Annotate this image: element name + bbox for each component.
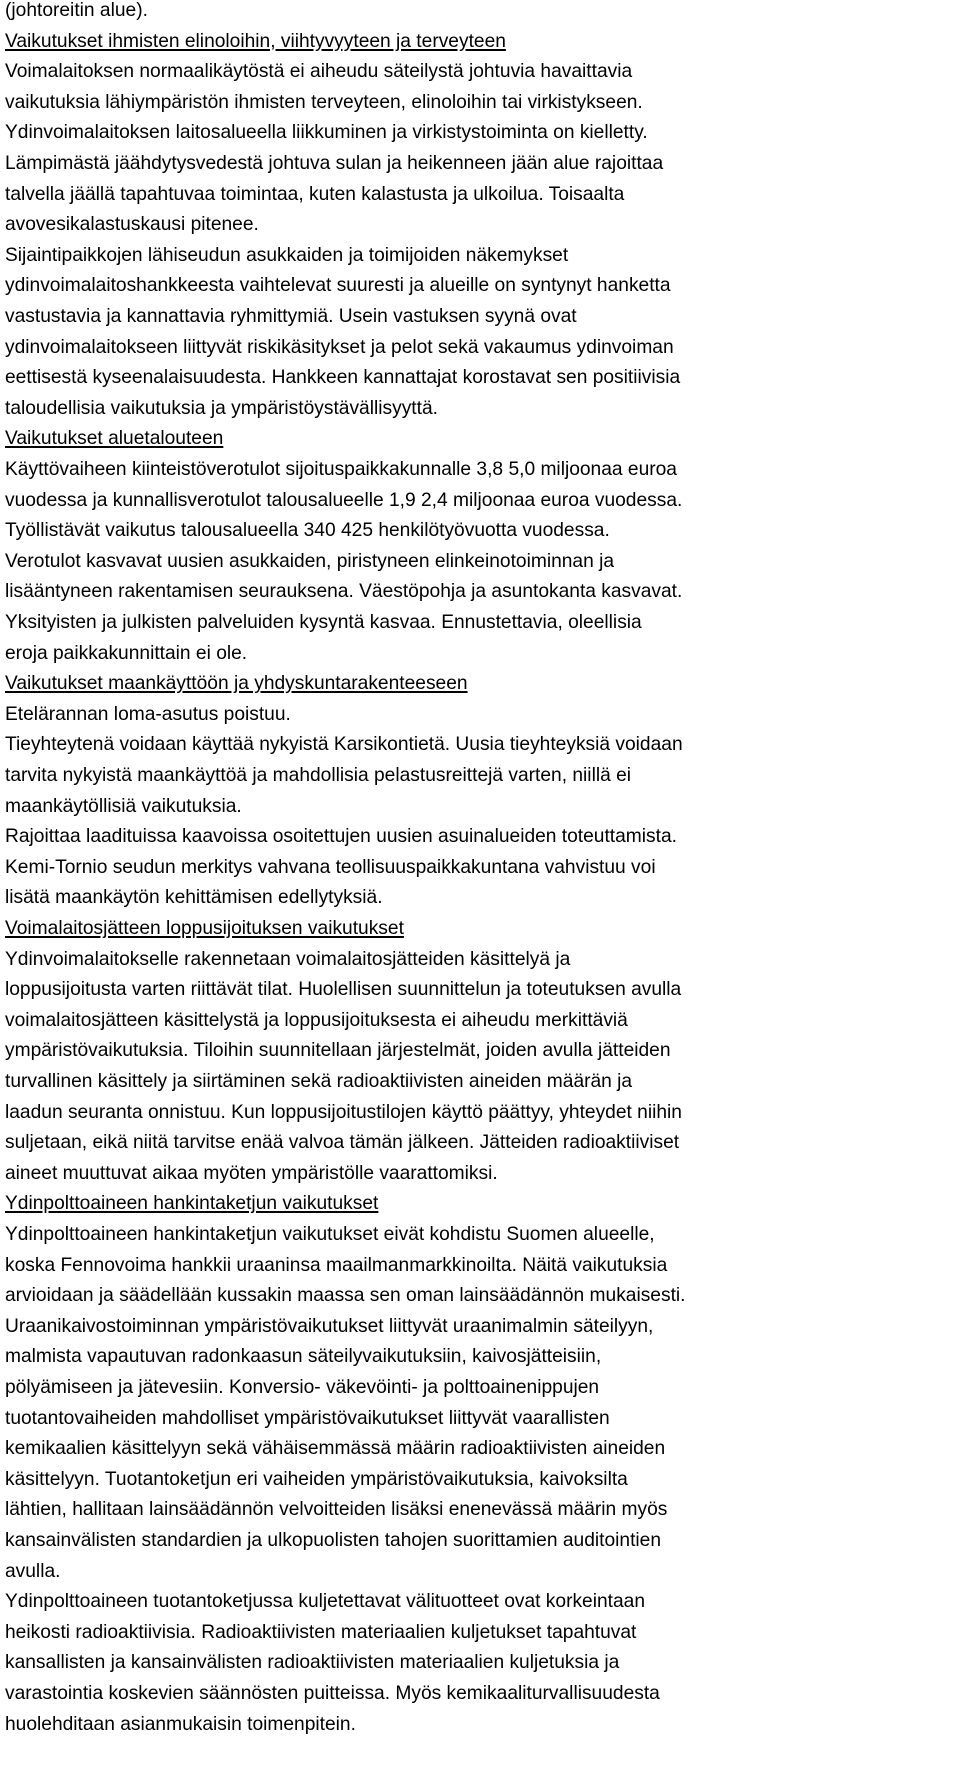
paragraph-line: lisätä maankäytön kehittämisen edellytyksiä.: [5, 887, 383, 909]
paragraph-line: eettisestä kyseenalaisuudesta. Hankkeen kannattajat korostavat sen positiivisia: [5, 367, 681, 389]
paragraph-line: talvella jäällä tapahtuvaa toimintaa, kuten kalastusta ja ulkoilua. Toisaalta: [5, 183, 625, 205]
paragraph-line: varastointia koskevien säännösten puitteissa. Myös kemikaaliturvallisuudesta: [5, 1683, 660, 1704]
paragraph-line: Käyttövaiheen kiinteistöverotulot sijoituspaikkakunnalle 3,8 5,0 miljoonaa euroa: [5, 459, 677, 480]
paragraph-line: Työllistävät vaikutus talousalueella 340 425 henkilötyövuotta vuodessa.: [5, 520, 610, 542]
paragraph-line: suljetaan, eikä niitä tarvitse enää valvoa tämän jälkeen. Jätteiden radioaktiiviset: [5, 1132, 680, 1154]
paragraph-line: Verotulot kasvavat uusien asukkaiden, piristyneen elinkeinotoiminnan ja: [5, 550, 615, 572]
paragraph-line: Voimalaitoksen normaalikäytöstä ei aiheudu säteilystä johtuvia havaittavia: [5, 61, 633, 83]
paragraph-line: lisääntyneen rakentamisen seurauksena. Väestöpohja ja asuntokanta kasvavat.: [5, 581, 683, 603]
paragraph-line: tuotantovaiheiden mahdolliset ympäristövaikutukset liittyvät vaarallisten: [5, 1407, 610, 1429]
paragraph-line: Yksityisten ja julkisten palveluiden kysyntä kasvaa. Ennustettavia, oleellisia: [5, 612, 642, 633]
paragraph-line: maankäytöllisiä vaikutuksia.: [5, 795, 242, 817]
paragraph-line: Ydinpolttoaineen tuotantoketjussa kuljetettavat välituotteet ovat korkeintaan: [5, 1591, 646, 1613]
paragraph-line: lähtien, hallitaan lainsäädännön velvoitteiden lisäksi enenevässä määrin myös: [5, 1499, 668, 1521]
paragraph-line: Rajoittaa laadituissa kaavoissa osoitettujen uusien asuinalueiden toteuttamista.: [5, 826, 677, 848]
section-heading: Vaikutukset aluetalouteen: [5, 428, 224, 450]
paragraph-line: Ydinvoimalaitokselle rakennetaan voimalaitosjätteiden käsittelyä ja: [5, 948, 571, 970]
paragraph-line: Sijaintipaikkojen lähiseudun asukkaiden ja toimijoiden näkemykset: [5, 244, 569, 266]
paragraph-line: huolehditaan asianmukaisin toimenpitein.: [5, 1713, 356, 1735]
paragraph-line: loppusijoitusta varten riittävät tilat. Huolellisen suunnittelun ja toteutuksen avulla: [5, 979, 682, 1001]
paragraph-line: avovesikalastuskausi pitenee.: [5, 214, 259, 236]
section-heading: Vaikutukset ihmisten elinoloihin, viihtyvyyteen ja terveyteen: [5, 30, 506, 52]
paragraph-line: Ydinvoimalaitoksen laitosalueella liikkuminen ja virkistystoiminta on kielletty.: [5, 122, 648, 144]
paragraph-line: Etelärannan loma-asutus poistuu.: [5, 703, 291, 725]
paragraph-line: tarvita nykyistä maankäyttöä ja mahdollisia pelastusreittejä varten, niillä ei: [5, 765, 632, 786]
paragraph-line: turvallinen käsittely ja siirtäminen sekä radioaktiivisten aineiden määrän ja: [5, 1071, 633, 1092]
paragraph-line: kansallisten ja kansainvälisten radioaktiivisten materiaalien kuljetuksia ja: [5, 1652, 620, 1674]
paragraph-line: Lämpimästä jäähdytysvedestä johtuva sulan ja heikenneen jään alue rajoittaa: [5, 153, 664, 174]
paragraph-line: (johtoreitin alue).: [5, 0, 148, 21]
paragraph-line: ympäristövaikutuksia. Tiloihin suunnitellaan järjestelmät, joiden avulla jätteiden: [5, 1040, 671, 1062]
paragraph-line: aineet muuttuvat aikaa myöten ympäristölle vaarattomiksi.: [5, 1162, 498, 1184]
paragraph-line: Uraanikaivostoiminnan ympäristövaikutukset liittyvät uraanimalmin säteilyyn,: [5, 1315, 654, 1337]
paragraph-line: pölyämiseen ja jätevesiin. Konversio- väkevöinti- ja polttoainenippujen: [5, 1377, 600, 1398]
paragraph-line: koska Fennovoima hankkii uraaninsa maailmanmarkkinoilta. Näitä vaikutuksia: [5, 1254, 668, 1276]
paragraph-line: vuodessa ja kunnallisverotulot talousalueelle 1,9 2,4 miljoonaa euroa vuodessa.: [5, 489, 683, 511]
paragraph-line: kemikaalien käsittelyyn sekä vähäisemmässä määrin radioaktiivisten aineiden: [5, 1438, 666, 1460]
paragraph-line: vastustavia ja kannattavia ryhmittymiä. Usein vastuksen syynä ovat: [5, 306, 577, 327]
paragraph-line: Tieyhteytenä voidaan käyttää nykyistä Karsikontietä. Uusia tieyhteyksiä voidaan: [5, 734, 683, 756]
paragraph-line: malmista vapautuvan radonkaasun säteilyvaikutuksiin, kaivosjätteisiin,: [5, 1346, 602, 1368]
section-heading: Vaikutukset maankäyttöön ja yhdyskuntarakenteeseen: [5, 673, 468, 695]
paragraph-line: ydinvoimalaitokseen liittyvät riskikäsitykset ja pelot sekä vakaumus ydinvoiman: [5, 336, 674, 358]
paragraph-line: vaikutuksia lähiympäristön ihmisten terveyteen, elinoloihin tai virkistykseen.: [5, 91, 643, 113]
paragraph-line: käsittelyyn. Tuotantoketjun eri vaiheiden ympäristövaikutuksia, kaivoksilta: [5, 1468, 628, 1490]
paragraph-line: eroja paikkakunnittain ei ole.: [5, 642, 248, 664]
paragraph-line: Kemi-Tornio seudun merkitys vahvana teollisuuspaikkakuntana vahvistuu voi: [5, 856, 656, 878]
paragraph-line: kansainvälisten standardien ja ulkopuolisten tahojen suorittamien auditointien: [5, 1530, 662, 1551]
paragraph-line: voimalaitosjätteen käsittelystä ja loppusijoituksesta ei aiheudu merkittäviä: [5, 1009, 628, 1031]
paragraph-line: avulla.: [5, 1560, 61, 1582]
paragraph-line: arvioidaan ja säädellään kussakin maassa sen oman lainsäädännön mukaisesti.: [5, 1285, 686, 1307]
paragraph-line: taloudellisia vaikutuksia ja ympäristöystävällisyyttä.: [5, 397, 438, 419]
paragraph-line: laadun seuranta onnistuu. Kun loppusijoitustilojen käyttö päättyy, yhteydet niihin: [5, 1101, 682, 1123]
section-heading: Voimalaitosjätteen loppusijoituksen vaikutukset: [5, 918, 404, 939]
paragraph-line: heikosti radioaktiivisia. Radioaktiivisten materiaalien kuljetukset tapahtuvat: [5, 1621, 637, 1643]
paragraph-line: ydinvoimalaitoshankkeesta vaihtelevat suuresti ja alueille on syntynyt hanketta: [5, 275, 671, 297]
paragraph-line: Ydinpolttoaineen hankintaketjun vaikutukset eivät kohdistu Suomen alueelle,: [5, 1224, 655, 1245]
section-heading: Ydinpolttoaineen hankintaketjun vaikutukset: [5, 1193, 379, 1215]
